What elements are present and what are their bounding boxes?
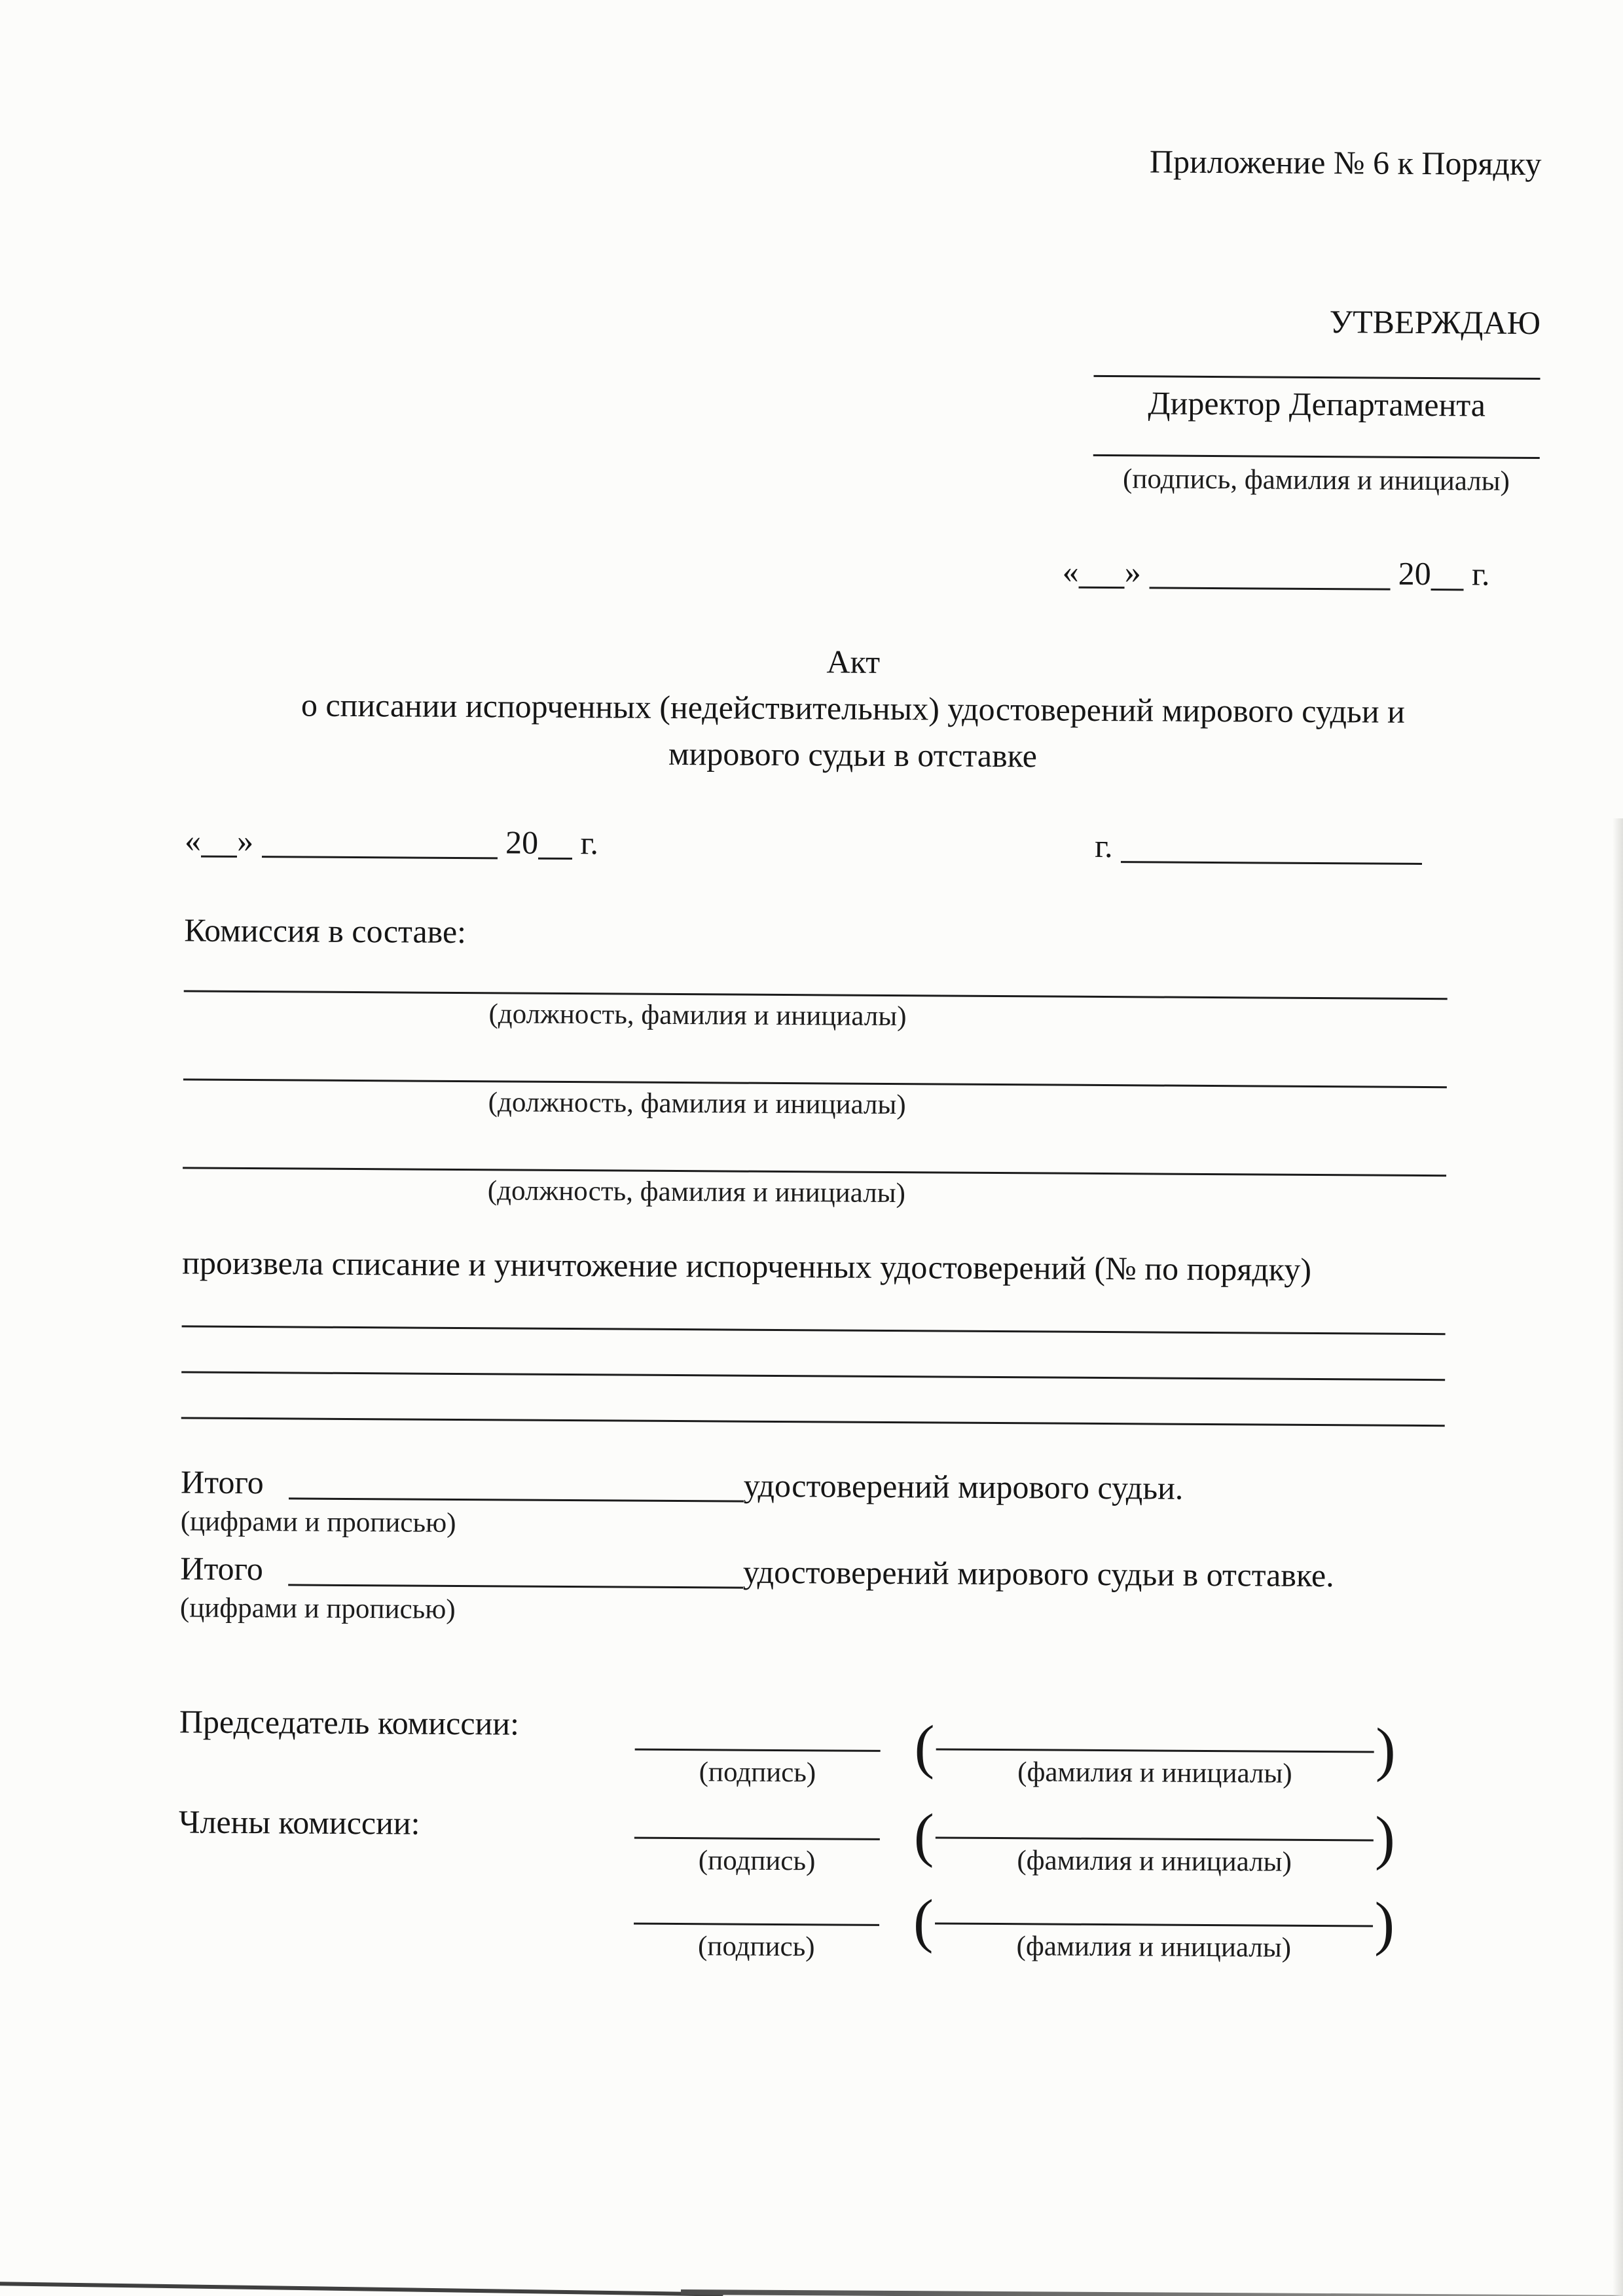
signature-caption: (подпись) [698,1844,816,1877]
scan-edge-shadow [1613,818,1623,2296]
signature-column [634,1878,880,1965]
commission-members [183,953,1448,1214]
signature-blank [635,1695,881,1752]
blank-line [181,1327,1445,1381]
total-suffix: удостоверений мирового судьи в отставке. [742,1553,1334,1594]
certificate-numbers-blanks [181,1281,1446,1427]
title-subtitle-line1: о списании испорченных (недействительных) удостоверений мирового судьи и [301,686,1405,730]
member-signature-row [178,1787,1461,1883]
signature-column [634,1789,880,1879]
title-heading: Акт [826,643,881,680]
title-subtitle-line2: мирового судьи в отставке [668,735,1038,774]
year-abbr: г. [1471,555,1490,592]
total-suffix: удостоверений мирового судьи. [743,1467,1184,1506]
action-paragraph: произвела списание и уничтожение испорченных удостоверений (№ по порядку) [182,1244,1312,1288]
day-blank [201,833,237,858]
name-caption: (фамилия и инициалы) [1017,1757,1292,1789]
total-caption: (цифрами и прописью) [180,1505,456,1539]
name-blank [936,1748,1374,1753]
signature-caption: (подпись) [697,1930,815,1962]
name-column [913,1880,1395,1966]
name-caption: (фамилия и инициалы) [1016,1930,1292,1963]
commission-member-row [183,1118,1447,1214]
century: 20 [505,824,539,861]
signature-caption: (подпись) [699,1757,816,1789]
chairman-label: Председатель комиссии: [179,1703,520,1742]
name-caption: (фамилия и инициалы) [1017,1844,1292,1878]
member-line-caption: (должность, фамилия и инициалы) [487,1175,906,1209]
member-line-caption: (должность, фамилия и инициалы) [488,998,907,1032]
member-blank-line [184,953,1448,1000]
signature-column [634,1695,881,1791]
city-blank [1121,839,1422,865]
approval-heading: УТВЕРЖДАЮ [1329,303,1541,342]
member-signature-row [178,1875,1461,1969]
year-blank [1431,566,1464,591]
total-blank [289,1475,744,1502]
total-caption: (цифрами и прописью) [179,1592,456,1625]
act-date-line [185,820,598,863]
name-blank [935,1836,1374,1841]
month-blank [1149,564,1390,590]
member-line-caption: (должность, фамилия и инициалы) [488,1087,906,1120]
member-blank-line [183,1030,1447,1088]
signature-blank [634,1789,880,1840]
month-blank [261,833,497,859]
year-blank [538,835,572,860]
name-blank [935,1922,1374,1927]
place-line [1095,826,1422,869]
chairman-signature-row [179,1692,1462,1795]
open-quote: « [184,822,202,859]
day-blank [1079,564,1125,589]
members-label: Члены комиссии: [178,1803,420,1842]
total-blank [288,1562,743,1589]
commission-member-row [183,953,1448,1038]
totals-block [180,1461,1522,1633]
blank-line [182,1281,1446,1335]
signature-blank [634,1878,879,1925]
approval-signature-blank [1093,340,1540,379]
total-label: Итого [180,1550,264,1588]
close-quote: » [1124,553,1141,591]
commission-heading: Комиссия в составе: [184,911,467,951]
approval-date-line [1062,551,1539,594]
blank-line [181,1373,1445,1427]
approval-block [1062,300,1541,594]
year-abbr: г. [580,824,599,862]
open-quote: « [1062,553,1079,590]
member-blank-line [183,1118,1446,1176]
document-title [185,634,1521,782]
date-place-row [185,820,1422,868]
appendix-note: Приложение № 6 к Порядку [1149,143,1542,183]
signature-block [178,1692,1462,1968]
name-column [914,1696,1396,1792]
approval-signature-caption: (подпись, фамилия и инициалы) [1122,464,1510,497]
name-column [913,1791,1395,1880]
approval-signature-blank [1093,423,1540,459]
total-row-retired-judges [180,1548,1522,1597]
century: 20 [1398,555,1431,592]
label-spacer [178,1875,602,1887]
city-abbr: г. [1095,827,1113,865]
total-row-judges [181,1461,1522,1510]
commission-member-row [183,1030,1448,1126]
approver-title: Директор Департамента [1148,384,1486,424]
total-label: Итого [180,1463,264,1501]
close-quote: » [236,822,254,860]
